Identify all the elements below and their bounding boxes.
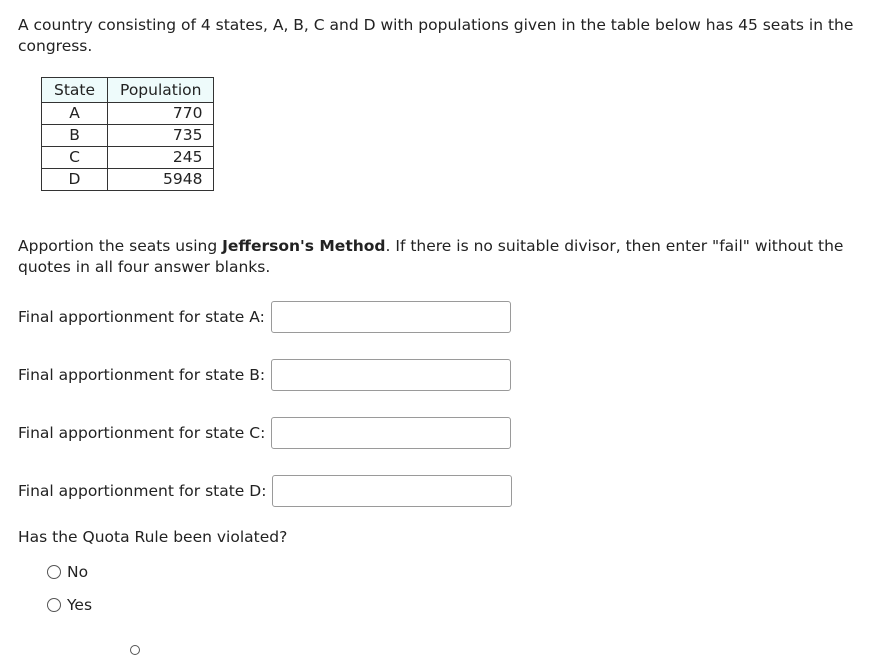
population-cell: 245 bbox=[108, 147, 214, 169]
answer-input-state-a[interactable] bbox=[271, 301, 511, 333]
answer-label-state-d: Final apportionment for state D: bbox=[18, 482, 267, 500]
answer-row-state-a bbox=[18, 299, 511, 335]
answer-input-state-c[interactable] bbox=[271, 417, 511, 449]
state-cell: A bbox=[42, 103, 108, 125]
directions-prefix: Apportion the seats using bbox=[18, 237, 223, 255]
radio-label-no: No bbox=[67, 563, 89, 581]
method-name: Jefferson's Method bbox=[222, 237, 386, 255]
table-row bbox=[42, 125, 214, 147]
population-cell: 770 bbox=[108, 103, 214, 125]
state-cell: C bbox=[42, 147, 108, 169]
state-column-header: State bbox=[42, 78, 108, 103]
answer-input-state-d[interactable] bbox=[272, 475, 512, 507]
radio-button-no[interactable] bbox=[47, 565, 61, 579]
state-cell: D bbox=[42, 169, 108, 191]
partial-radio-icon bbox=[130, 645, 140, 655]
radio-button-yes[interactable] bbox=[47, 598, 61, 612]
answer-row-state-d bbox=[18, 473, 512, 509]
table-row bbox=[42, 169, 214, 191]
table-row bbox=[42, 147, 214, 169]
state-cell: B bbox=[42, 125, 108, 147]
answer-label-state-b: Final apportionment for state B: bbox=[18, 366, 266, 384]
population-cell: 735 bbox=[108, 125, 214, 147]
answer-row-state-c bbox=[18, 415, 511, 451]
answer-row-state-b bbox=[18, 357, 511, 393]
radio-option-yes[interactable] bbox=[47, 596, 92, 614]
directions-suffix: . If there is no suitable divisor, then enter "fail" without the quotes in all four answer blanks. bbox=[18, 237, 844, 276]
problem-intro: A country consisting of 4 states, A, B, C and D with populations given in the table below has 45 seats in the congress. bbox=[18, 16, 854, 55]
answer-label-state-a: Final apportionment for state A: bbox=[18, 308, 265, 326]
directions-text bbox=[18, 236, 858, 278]
quota-rule-question: Has the Quota Rule been violated? bbox=[18, 528, 288, 546]
table-header-row bbox=[42, 78, 214, 103]
population-column-header: Population bbox=[108, 78, 214, 103]
table-row bbox=[42, 103, 214, 125]
radio-label-yes: Yes bbox=[67, 596, 93, 614]
population-cell: 5948 bbox=[108, 169, 214, 191]
radio-option-no[interactable] bbox=[47, 563, 88, 581]
question-content bbox=[18, 15, 878, 614]
population-table bbox=[41, 77, 214, 191]
answer-label-state-c: Final apportionment for state C: bbox=[18, 424, 266, 442]
answer-input-state-b[interactable] bbox=[271, 359, 511, 391]
